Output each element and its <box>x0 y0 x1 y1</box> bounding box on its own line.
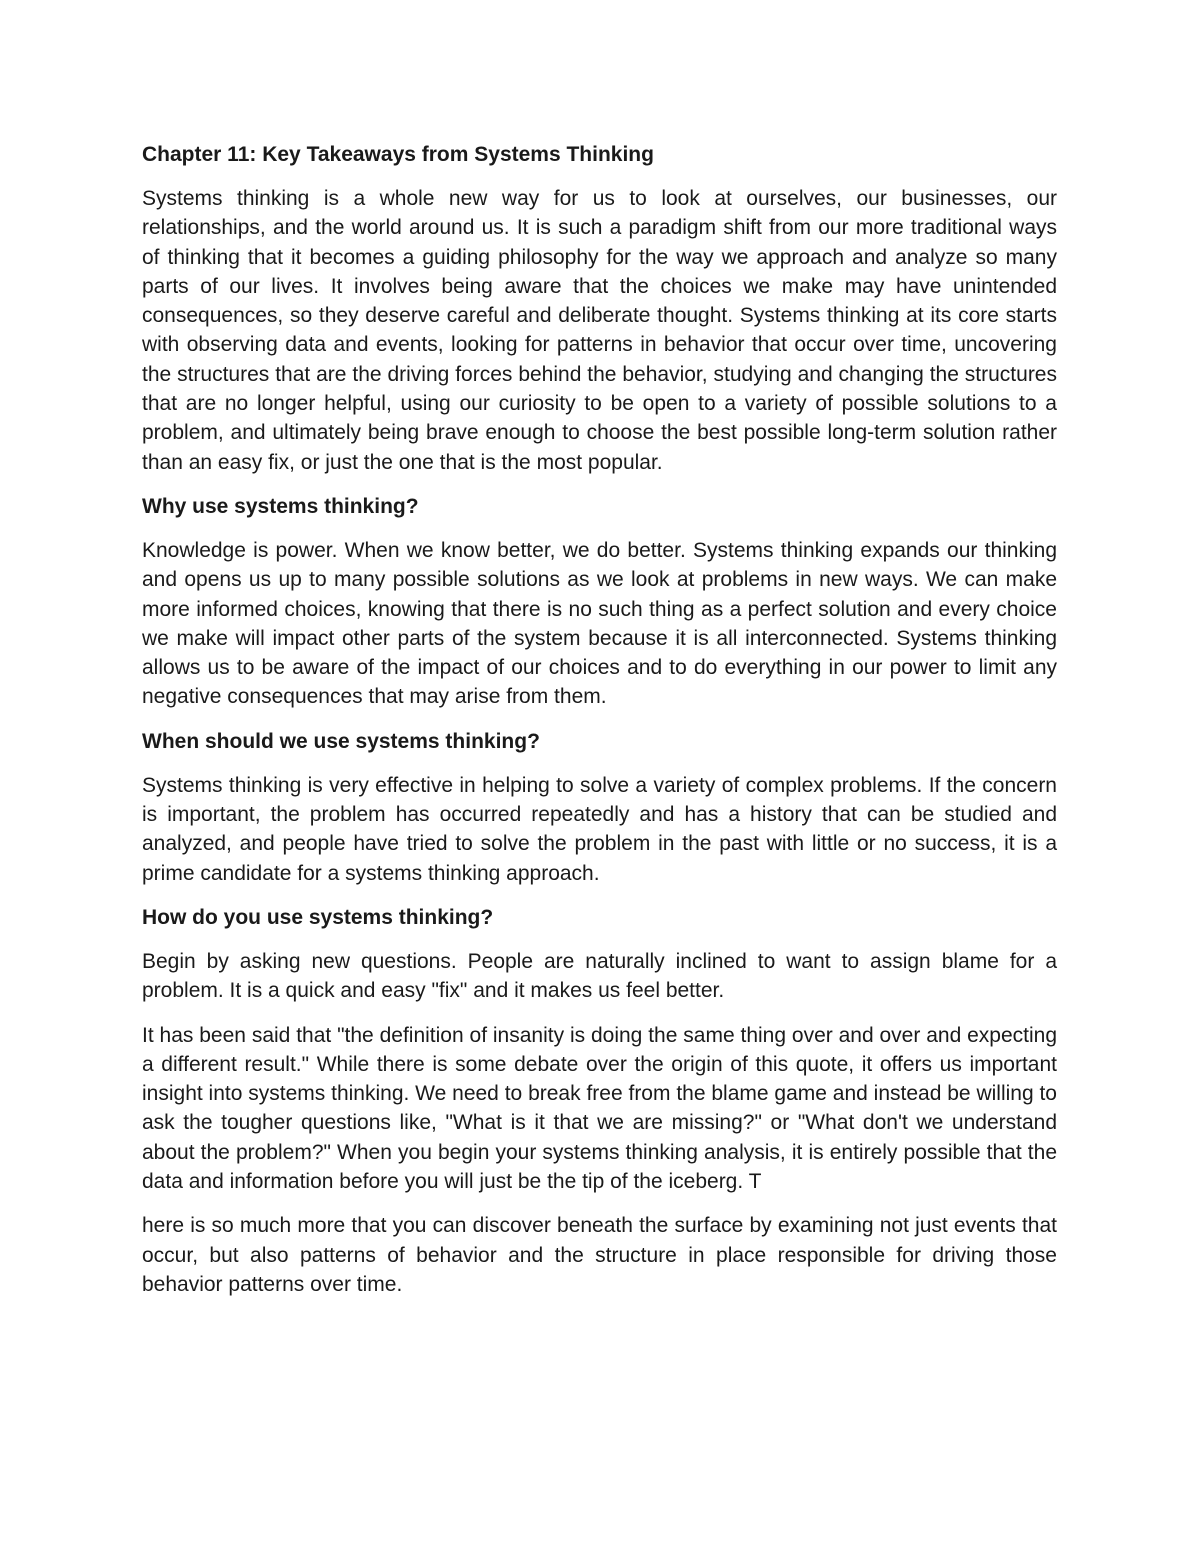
section-how-paragraph-3: here is so much more that you can discover beneath the surface by examining not just events that occur, but also patterns of behavior and the structure in place responsible for driving those behavior patterns over time. <box>142 1214 1057 1296</box>
section-when-paragraph: Systems thinking is very effective in helping to solve a variety of complex problems. If the concern is important, the problem has occurred repeatedly and has a history that can be studied and analyzed, and people have tried to solve the problem in the past with little or no success, it is a prime candidate for a systems thinking approach. <box>142 773 1057 885</box>
section-heading-why: Why use systems thinking? <box>142 494 419 518</box>
section-heading-when: When should we use systems thinking? <box>142 729 540 753</box>
chapter-title: Chapter 11: Key Takeaways from Systems Thinking <box>142 143 654 166</box>
section-how-paragraph-2: It has been said that "the definition of insanity is doing the same thing over and over and expecting a different result." While there is some debate over the origin of this quote, it offers us important insight into systems thinking. We need to break free from the blame game and instead be willing to ask the tougher questions like, "What is it that we are missing?" or "What don't we understand about the problem?" When you begin your systems thinking analysis, it is entirely possible that the data and information before you will just be the tip of the iceberg. T <box>142 1023 1057 1194</box>
section-how-paragraph-1: Begin by asking new questions. People are naturally inclined to want to assign blame for a problem. It is a quick and easy "fix" and it makes us feel better. <box>142 949 1057 1003</box>
document-page <box>142 140 1057 1299</box>
intro-paragraph: Systems thinking is a whole new way for us to look at ourselves, our businesses, our relationships, and the world around us. It is such a paradigm shift from our more traditional ways of thinking that it becomes a guiding philosophy for the way we approach and analyze so many parts of our lives. It involves being aware that the choices we make may have unintended consequences, so they deserve careful and deliberate thought. Systems thinking at its core starts with observing data and events, looking for patterns in behavior that occur over time, uncovering the structures that are the driving forces behind the behavior, studying and changing the structures that are no longer helpful, using our curiosity to be open to a variety of possible solutions to a problem, and ultimately being brave enough to choose the best possible long-term solution rather than an easy fix, or just the one that is the most popular. <box>142 187 1057 474</box>
section-heading-how: How do you use systems thinking? <box>142 905 494 929</box>
section-why-paragraph: Knowledge is power. When we know better, we do better. Systems thinking expands our thinking and opens us up to many possible solutions as we look at problems in new ways. We can make more informed choices, knowing that there is no such thing as a perfect solution and every choice we make will impact other parts of the system because it is all interconnected. Systems thinking allows us to be aware of the impact of our choices and to do everything in our power to limit any negative consequences that may arise from them. <box>142 538 1057 709</box>
